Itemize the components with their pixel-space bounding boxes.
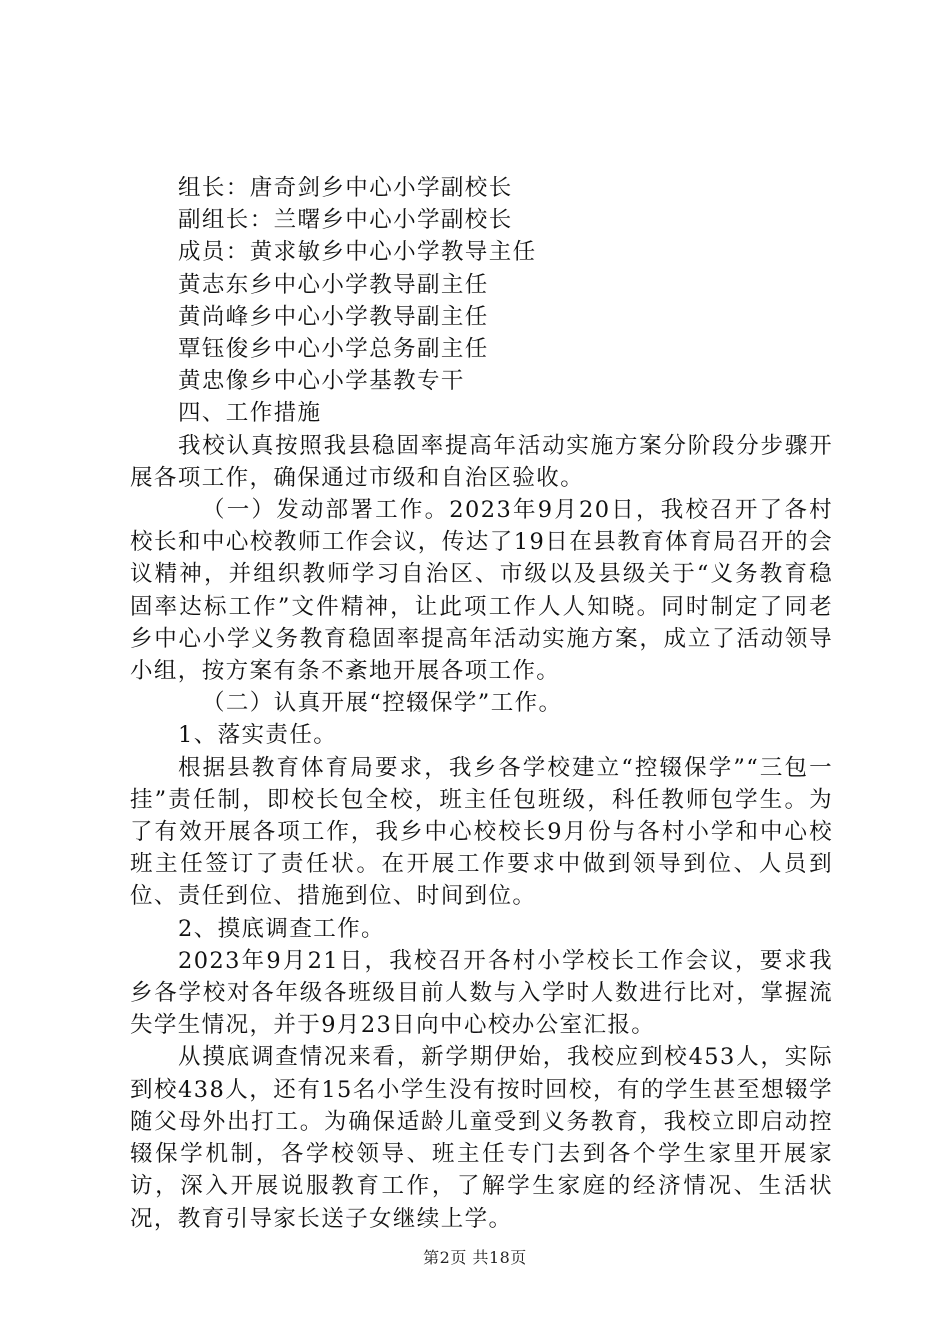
paragraph-item2: 2023年9月21日，我校召开各村小学校长工作会议，要求我乡各学校对各年级各班级目前人数与入学时人数进行比对，掌握流失学生情况，并于9月23日向中心校办公室汇报。 <box>130 947 833 1039</box>
roster-line-member: 黄志东乡中心小学教导副主任 <box>178 271 489 298</box>
paragraph-item1: 根据县教育体育局要求，我乡各学校建立“控辍保学”“三包一挂”责任制，即校长包全校，班主任包班级，科任教师包学生。为了有效开展各项工作，我乡中心校校长9月份与各村小学和中心校班主任签订了责任状。在开展工作要求中做到领导到位、人员到位、责任到位、措施到位、时间到位。 <box>130 754 833 910</box>
item2-heading: 2、摸底调查工作。 <box>178 915 385 942</box>
paragraph-part1: （一）发动部署工作。2023年9月20日，我校召开了各村校长和中心校教师工作会议，传达了19日在县教育体育局召开的会议精神，并组织教师学习自治区、市级以及县级关于“义务教育稳固率达标工作”文件精神，让此项工作人人知晓。同时制定了同老乡中心小学义务教育稳固率提高年活动实施方案，成立了活动领导小组，按方案有条不紊地开展各项工作。 <box>130 497 833 685</box>
document-body <box>130 172 833 1235</box>
paragraph-intro: 我校认真按照我县稳固率提高年活动实施方案分阶段分步骤开展各项工作，确保通过市级和自治区验收。 <box>130 432 833 491</box>
part2-heading: （二）认真开展“控辍保学”工作。 <box>202 690 563 717</box>
roster-line-member: 覃钰俊乡中心小学总务副主任 <box>178 336 489 363</box>
roster-line-member: 黄忠像乡中心小学基教专干 <box>178 368 465 395</box>
roster-line-member: 黄尚峰乡中心小学教导副主任 <box>178 303 489 330</box>
page-number-footer: 第2页 共18页 <box>423 1248 527 1267</box>
roster-line-leader: 组长：唐奇剑乡中心小学副校长 <box>178 175 513 201</box>
roster-line-member: 成员：黄求敏乡中心小学教导主任 <box>178 239 537 266</box>
section-heading: 四、工作措施 <box>178 400 322 427</box>
paragraph-survey: 从摸底调查情况来看，新学期伊始，我校应到校453人，实际到校438人，还有15名小学生没有按时回校，有的学生甚至想辍学随父母外出打工。为确保适龄儿童受到义务教育，我校立即启动控辍保学机制，各学校领导、班主任专门去到各个学生家里开展家访，深入开展说服教育工作，了解学生家庭的经济情况、生活状况，教育引导家长送子女继续上学。 <box>130 1044 833 1232</box>
item1-heading: 1、落实责任。 <box>178 722 338 749</box>
roster-line-deputy: 副组长：兰曙乡中心小学副校长 <box>178 207 513 234</box>
